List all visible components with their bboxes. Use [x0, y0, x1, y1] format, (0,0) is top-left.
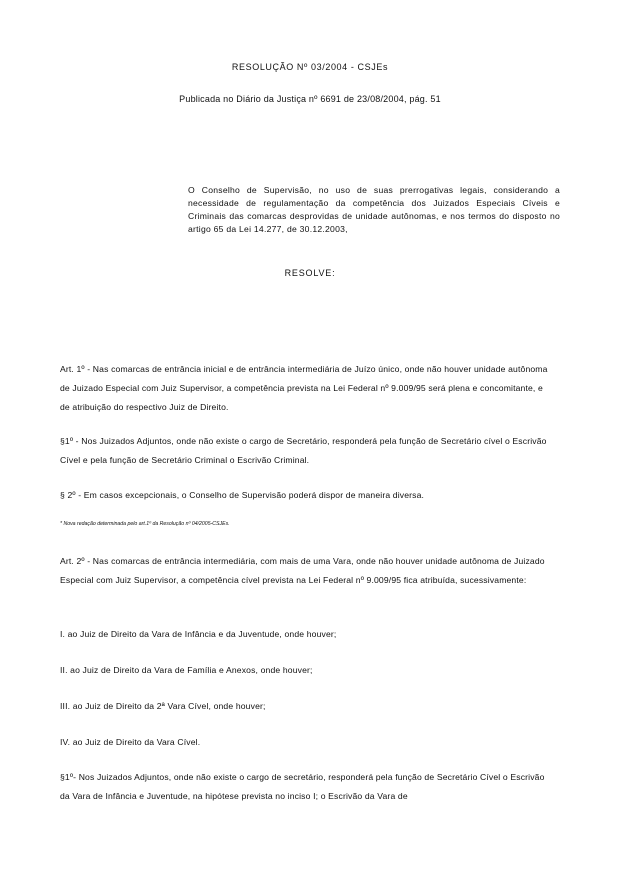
article-2-paragraph-1: §1º- Nos Juizados Adjuntos, onde não existe o cargo de secretário, responderá pela função de Secretário Cível o Escrivão da Vara de Infância e Juventude, na hipótese prevista no inciso I; o Escrivão da Vara de: [60, 772, 545, 801]
footnote: * Nova redação determinada pelo art.1º da Resolução nº 04/2005-CSJEs.: [60, 521, 230, 527]
article-1-paragraph-1: §1º - Nos Juizados Adjuntos, onde não existe o cargo de Secretário, responderá pela função de Secretário cível o Escrivão Cível e pela função de Secretário Criminal o Escrivão Criminal.: [60, 436, 547, 465]
resolve-heading: RESOLVE:: [284, 268, 336, 278]
article-2-item-4: IV. ao Juiz de Direito da Vara Cível.: [60, 737, 201, 747]
document-title: RESOLUÇÃO Nº 03/2004 - CSJEs: [231, 62, 389, 72]
article-2-item-1: I. ao Juiz de Direito da Vara de Infância e da Juventude, onde houver;: [60, 629, 337, 639]
article-2-item-2: II. ao Juiz de Direito da Vara de Família e Anexos, onde houver;: [60, 665, 313, 675]
article-1-paragraph-2: § 2º - Em casos excepcionais, o Conselho de Supervisão poderá dispor de maneira diversa.: [60, 490, 425, 500]
article-1: Art. 1º - Nas comarcas de entrância inicial e de entrância intermediária de Juízo único, onde não houver unidade autônoma de Juizado Especial com Juiz Supervisor, a competência prevista na Lei Federal nº 9.009/95 será plena e concomitante, e de atribuição do respectivo Juiz de Direito.: [60, 364, 548, 412]
article-2: Art. 2º - Nas comarcas de entrância intermediária, com mais de uma Vara, onde não houver unidade autônoma de Juizado Especial com Juiz Supervisor, a competência cível prevista na Lei Federal nº 9.009/95 fica atribuída, sucessivamente:: [60, 556, 545, 585]
article-2-item-3: III. ao Juiz de Direito da 2ª Vara Cível, onde houver;: [60, 701, 266, 711]
publication-info: Publicada no Diário da Justiça nº 6691 de 23/08/2004, pág. 51: [179, 94, 441, 104]
preamble-paragraph: O Conselho de Supervisão, no uso de suas prerrogativas legais, considerando a necessidade de regulamentação da competência dos Juizados Especiais Cíveis e Criminais das comarcas desprovidas de unidade autônomas, e nos termos do disposto no artigo 65 da Lei 14.277, de 30.12.2003,: [188, 185, 560, 234]
